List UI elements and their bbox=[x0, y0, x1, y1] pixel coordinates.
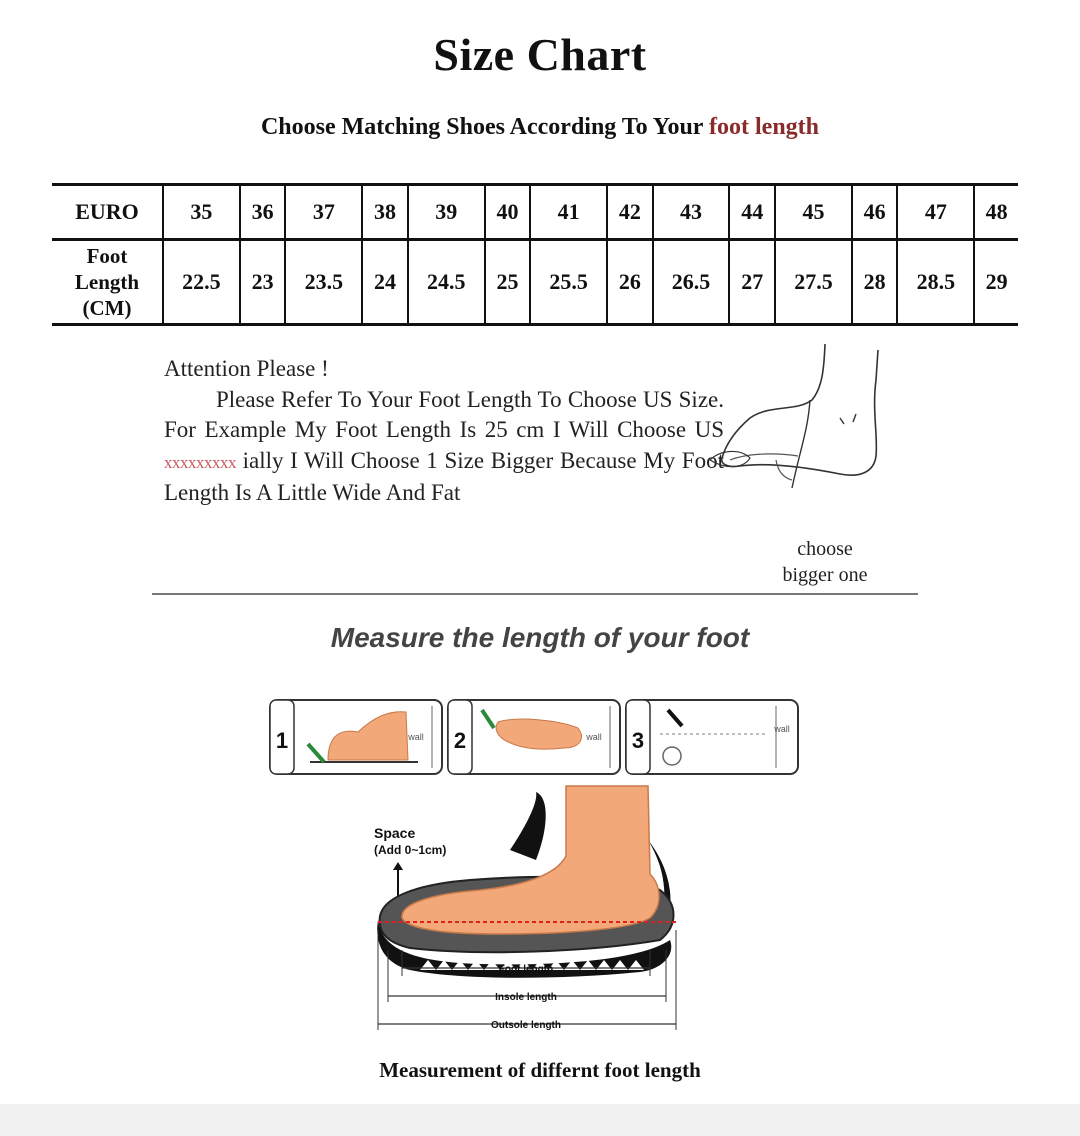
euro-size-cell: 40 bbox=[485, 185, 531, 240]
foot-length-cell: 28 bbox=[852, 240, 898, 325]
subtitle-highlight: foot length bbox=[709, 114, 820, 140]
step-3-panel bbox=[626, 700, 798, 774]
euro-size-cell: 37 bbox=[285, 185, 362, 240]
foot-length-cell: 26.5 bbox=[653, 240, 730, 325]
diagram-caption: Measurement of differnt foot length bbox=[379, 1058, 701, 1082]
euro-label: EURO bbox=[52, 185, 163, 240]
measure-steps-diagram bbox=[268, 698, 800, 778]
euro-size-cell: 42 bbox=[607, 185, 653, 240]
foot-length-cell: 28.5 bbox=[897, 240, 974, 325]
space-label: Space bbox=[374, 825, 416, 841]
euro-size-cell: 39 bbox=[408, 185, 485, 240]
foot-label-line: Length bbox=[74, 270, 140, 294]
foot-length-cell: 26 bbox=[607, 240, 653, 325]
space-detail: (Add 0~1cm) bbox=[374, 843, 447, 857]
euro-size-cell: 45 bbox=[775, 185, 852, 240]
foot-length-cell: 22.5 bbox=[163, 240, 240, 325]
insole-length-label: Insole length bbox=[495, 992, 557, 1003]
euro-row bbox=[52, 185, 1018, 240]
attention-heading: Attention Please ! bbox=[164, 356, 329, 381]
step-1-panel bbox=[270, 700, 442, 774]
euro-size-cell: 47 bbox=[897, 185, 974, 240]
choose-bigger-note bbox=[760, 536, 890, 588]
step-2-panel bbox=[448, 700, 620, 774]
foot-label-line: (CM) bbox=[82, 296, 132, 320]
foot-length-cell: 23 bbox=[240, 240, 286, 325]
wall-label: wall bbox=[774, 724, 790, 734]
step-2-number: 2 bbox=[453, 728, 467, 753]
foot-length-cell: 29 bbox=[974, 240, 1018, 325]
page-title: Size Chart bbox=[433, 29, 647, 80]
euro-size-cell: 48 bbox=[974, 185, 1018, 240]
step-1-number: 1 bbox=[275, 728, 289, 753]
euro-size-cell: 46 bbox=[852, 185, 898, 240]
shoe-measurement-diagram bbox=[360, 780, 700, 1040]
foot-length-label bbox=[52, 240, 163, 325]
choose-bigger-line: choose bbox=[797, 538, 853, 560]
euro-size-cell: 44 bbox=[729, 185, 775, 240]
euro-size-cell: 35 bbox=[163, 185, 240, 240]
foot-length-cell: 24.5 bbox=[408, 240, 485, 325]
wall-label: wall bbox=[586, 732, 602, 742]
foot-label-line: Foot bbox=[86, 244, 128, 268]
shoe-upper-icon bbox=[510, 792, 546, 860]
foot-length-cell: 23.5 bbox=[285, 240, 362, 325]
attention-note bbox=[164, 354, 724, 509]
euro-size-cell: 38 bbox=[362, 185, 408, 240]
measure-title: Measure the length of your foot bbox=[330, 622, 750, 653]
foot-length-cell: 27 bbox=[729, 240, 775, 325]
foot-length-cell: 25.5 bbox=[530, 240, 607, 325]
foot-length-cell: 27.5 bbox=[775, 240, 852, 325]
bottom-bar bbox=[0, 1104, 1080, 1136]
foot-icon bbox=[402, 786, 659, 934]
subtitle bbox=[0, 114, 1080, 141]
attention-body-part2: ially I Will Choose 1 Size Bigger Because My Foot Length Is A Little Wide And Fat bbox=[164, 447, 724, 505]
attention-body bbox=[164, 385, 724, 509]
step-3-number: 3 bbox=[631, 728, 645, 753]
attention-body-part1: Please Refer To Your Foot Length To Choose US Size. For Example My Foot Length Is 25 cm I Will Choose US bbox=[164, 386, 724, 442]
size-table bbox=[52, 183, 1018, 326]
euro-size-cell: 43 bbox=[653, 185, 730, 240]
euro-size-cell: 36 bbox=[240, 185, 286, 240]
subtitle-prefix: Choose Matching Shoes According To Your bbox=[260, 114, 710, 140]
redacted-text: xxxxxxxxx bbox=[164, 452, 236, 472]
foot-length-cell: 25 bbox=[485, 240, 531, 325]
euro-size-cell: 41 bbox=[530, 185, 607, 240]
foot-length-label: Foot length bbox=[498, 964, 554, 975]
foot-length-cell: 24 bbox=[362, 240, 408, 325]
foot-sketch-icon bbox=[700, 340, 910, 500]
section-divider bbox=[152, 593, 918, 595]
foot-length-row bbox=[52, 240, 1018, 325]
outsole-length-label: Outsole length bbox=[491, 1020, 561, 1031]
choose-bigger-line: bigger one bbox=[782, 564, 868, 586]
wall-label: wall bbox=[408, 732, 424, 742]
